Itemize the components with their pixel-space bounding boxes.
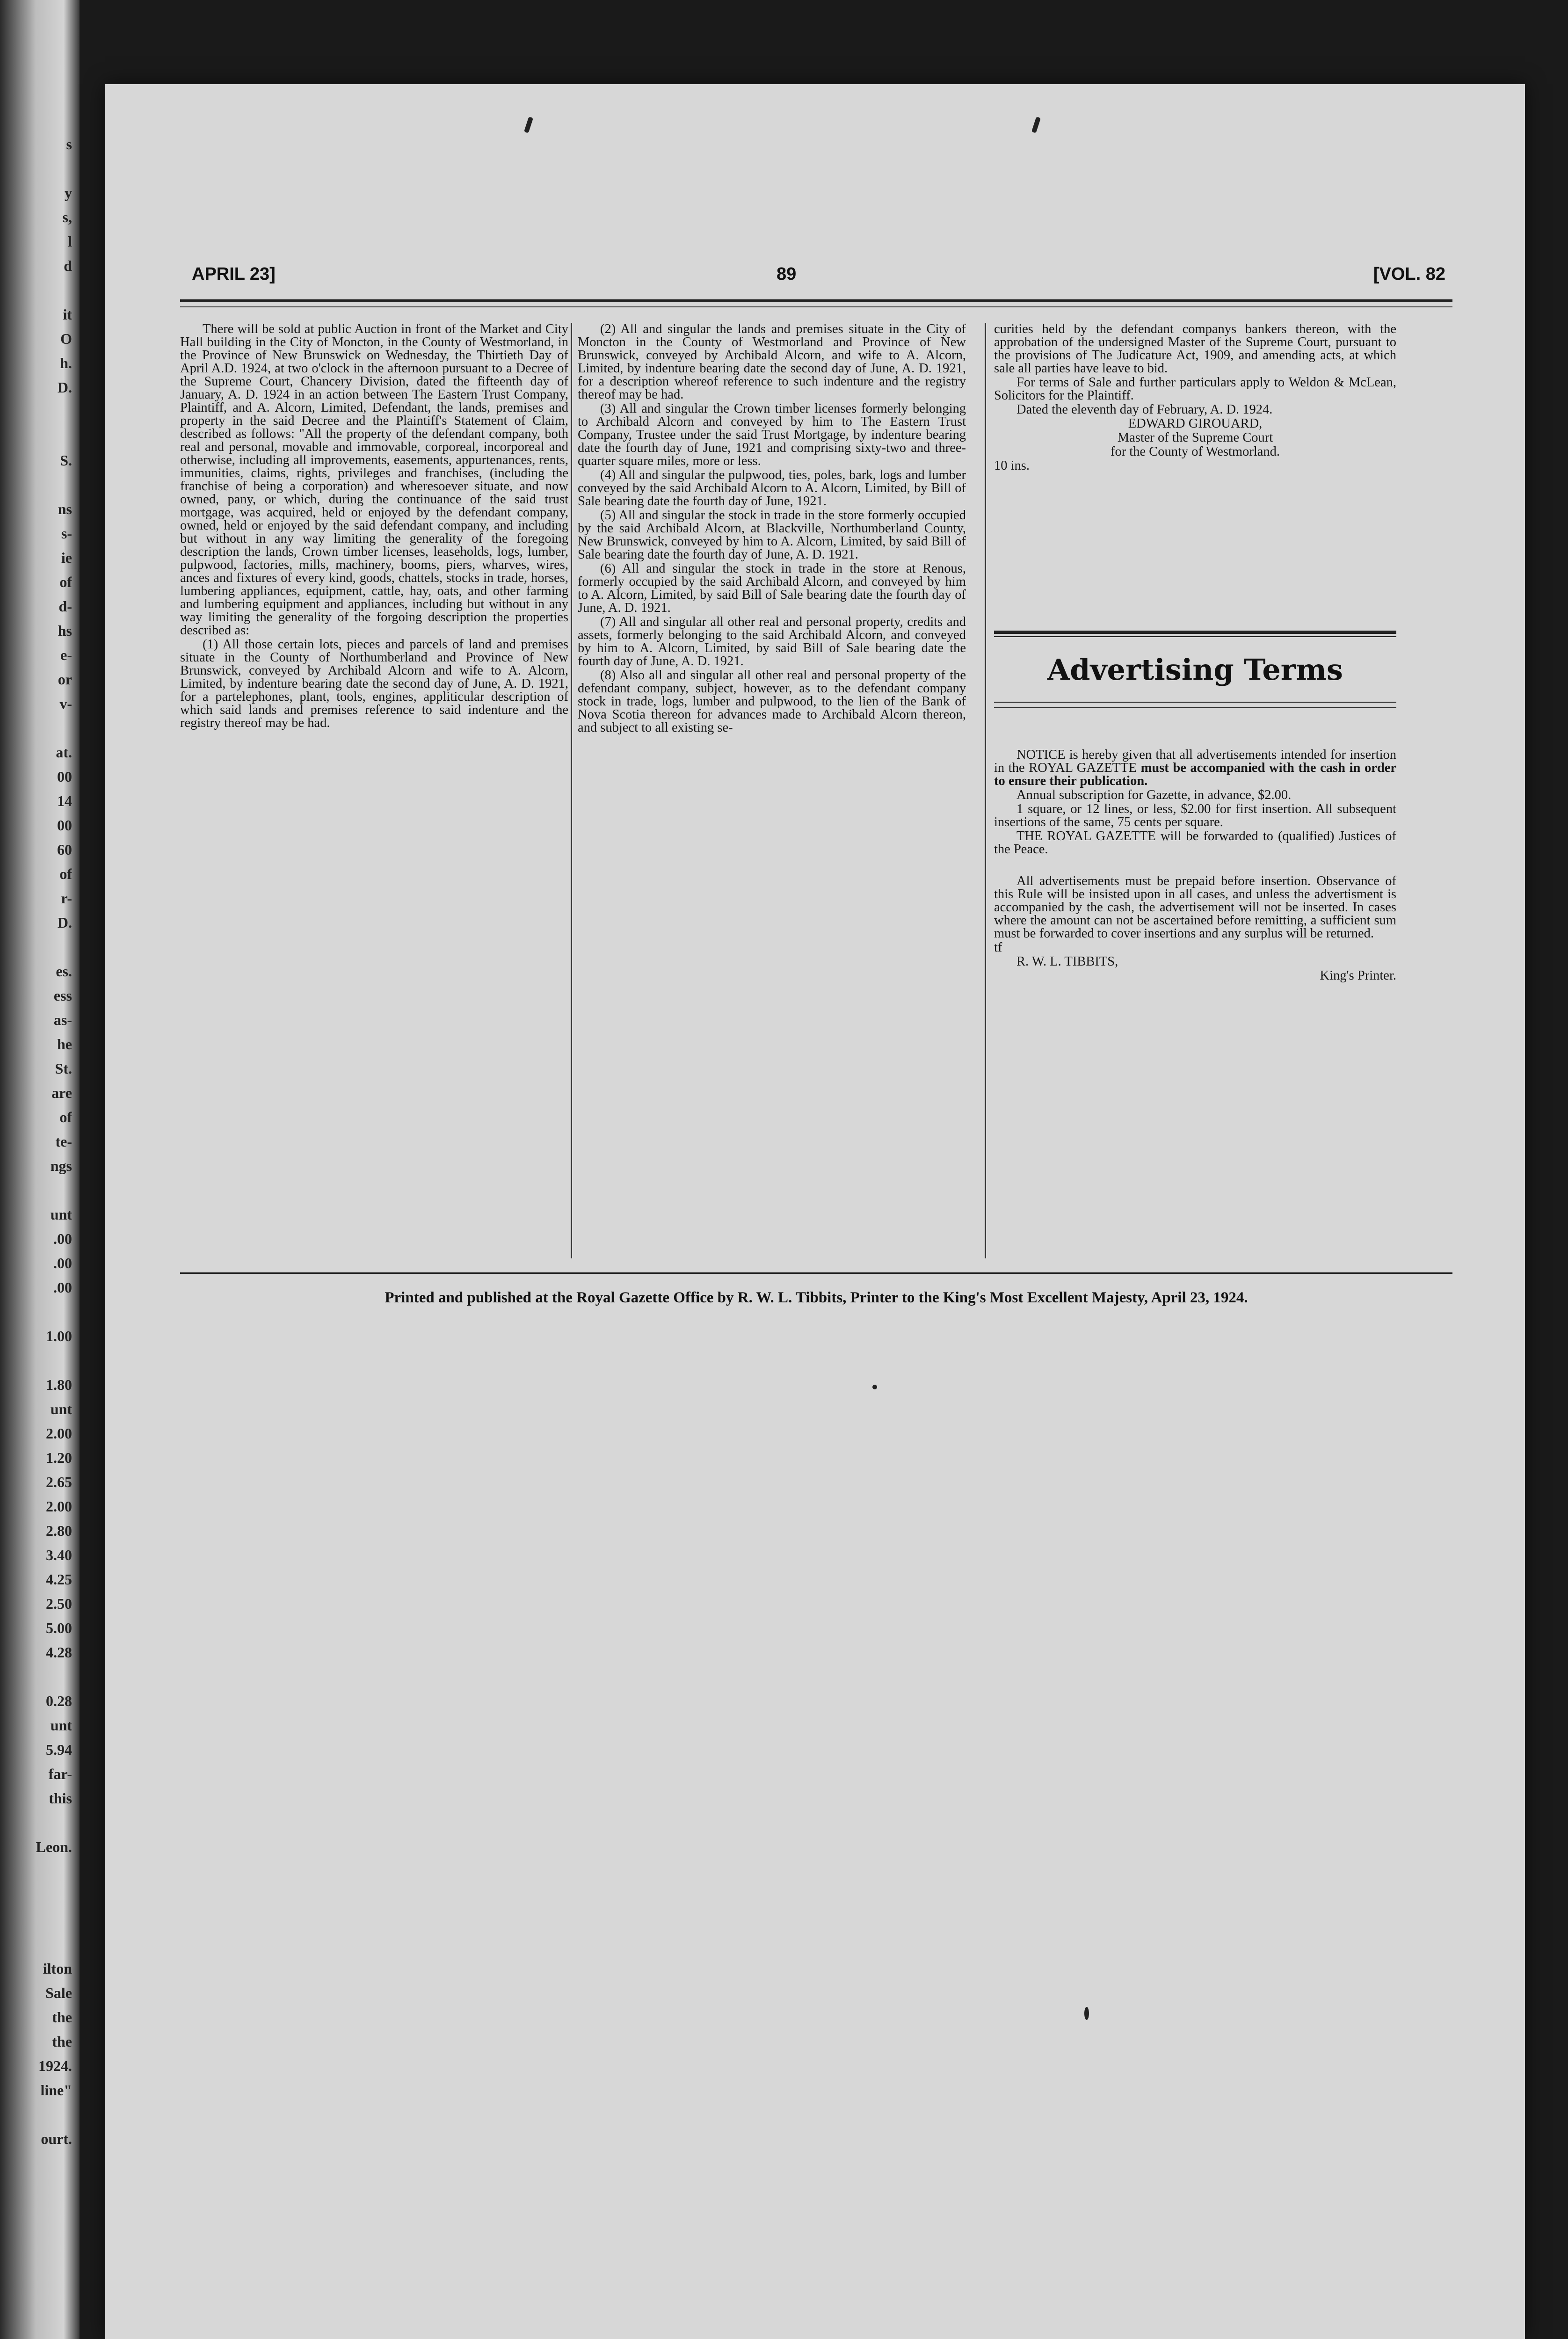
adjacent-page-text-scraps: s y s, l d it O h. D. S. ns s- ie of d- hs e- or v- at. 00 14 00 60 of r- D. es. ess as- he St. are of te- ngs unt .00 .00 .00 1.00 1.80 unt 2.00 1.20 2.65 2.00 2.80 3.40 4.25 2.50 5.00 4.28 0.28 unt 5.94 far- this Leon. ilton Sale the the 1924. line" ourt. (36, 136, 72, 2147)
advertising-notice (994, 748, 1396, 788)
ink-mark (1031, 116, 1041, 133)
insertion-count: 10 ins. (994, 458, 1030, 473)
printer-name: R. W. L. TIBBITS, (1016, 954, 1118, 969)
ink-speck (1084, 2007, 1089, 2020)
page-header (192, 264, 1445, 292)
auction-continuation: curities held by the defendant companys bankers thereon, with the approbation of the undersigned Master of the Supreme Court, pursuant to the provisions of The Judicature Act, 1909, and amending acts, at which sale all parties have leave to bid. (994, 322, 1396, 376)
insertion-rate: 1 square, or 12 lines, or less, $2.00 for first insertion. All subsequent insertions of the same, 75 cents per square. (994, 802, 1396, 829)
auction-item-4: (4) All and singular the pulpwood, ties, poles, bark, logs and lumber conveyed by the said Archibald Alcorn to A. Alcorn, Limited, by Bill of Sale bearing date the fourth day of June, 1921. (578, 468, 966, 508)
auction-item-1: (1) All those certain lots, pieces and parcels of land and premises situate in the County of Northumberland and Province of New Brunswick, conveyed by Archibald Alcorn and wife to A. Alcorn, Limited, by indenture bearing date the second day of June, A. D. 1921, for a partelephones, plant, tools, engines, appliticular description of which said lands and premises reference to said indenture and the registry thereof may be had. (180, 637, 568, 730)
advertising-title-rule (994, 702, 1396, 703)
signer-county: for the County of Westmorland. (1110, 444, 1280, 459)
column-auction-conclusion (994, 323, 1396, 472)
till-forbid-mark: tf (994, 940, 1002, 955)
column-divider (985, 323, 986, 1258)
auction-item-7: (7) All and singular all other real and personal property, credits and assets, formerly belonging to the said Archibald Alcorn, and conveyed by him to A. Alcorn, Limited, by said Bill of Sale bearing date the fourth day of June, A. D. 1921. (578, 615, 966, 668)
auction-item-5: (5) All and singular the stock in trade in the store formerly occupied by the said Archibald Alcorn, at Blackville, Northumberland County, New Brunswick, conveyed by him to A. Alcorn, Limited, by said Bill of Sale bearing date the fourth day of June, A. D. 1921. (578, 508, 966, 562)
advertising-top-rule (994, 631, 1396, 634)
header-rule-thin (180, 306, 1452, 307)
auction-intro: There will be sold at public Auction in front of the Market and City Hall building in the City of Moncton, in the County of Westmorland, in the Province of New Brunswick on Wednesday, the Thirtieth Day of April A.D. 1924, at two o'clock in the afternoon pursuant to a Decree of the Supreme Court, Chancery Division, dated the fifteenth day of January, A. D. 1924 in an action between The Eastern Trust Company, Plaintiff, and A. Alcorn, Limited, Defendant, the lands, premises and property in the said Decree and the Plaintiff's Statement of Claim, described as follows: "All the property of the defendant company, both real and personal, movable and immovable, corporeal, incorporeal and otherwise, including all improvements, easements, appurtenances, rents, immunities, claims, rights, privileges and franchises, (including the franchise of being a corporation) and wheresoever situate, and now owned, pany, or which, during the continuance of the said trust mortgage, was acquired, held or enjoyed by the defendant company, owned, held or enjoyed by the said defendant company, and including but without in any way limiting the generality of the foregoing description the lands, Crown timber licenses, leaseholds, logs, lumber, pulpwood, factories, mills, machinery, booms, piers, wharves, wires, ances and fixtures of every kind, goods, chattels, stocks in trade, horses, lumbering appliances, equipment, cattle, hay, oats, and other farming and lumbering equipment and appliances, including but without in any way limiting the generality of the forgoing description the properties described as: (180, 322, 568, 638)
column-divider (571, 323, 572, 1258)
notice-bold-text: must be accompanied with the cash in order to ensure their publication. (994, 761, 1396, 788)
advertising-top-rule-thin (994, 636, 1396, 637)
signer-name: EDWARD GIROUARD, (1128, 416, 1263, 431)
auction-terms: For terms of Sale and further particulars apply to Weldon & McLean, Solicitors for the Plaintiff. (994, 375, 1396, 403)
ink-mark (524, 116, 533, 133)
advertising-title-rule-thin (994, 707, 1396, 708)
auction-dated: Dated the eleventh day of February, A. D. 1924. (1016, 402, 1273, 417)
header-date: APRIL 23] (192, 264, 276, 284)
printer-title: King's Printer. (1320, 968, 1396, 983)
header-volume: [VOL. 82 (1373, 264, 1445, 284)
notice-text: NOTICE is hereby given that all advertisements intended for insertion in the ROYAL GAZETTE (994, 748, 1396, 775)
footer-rule (180, 1272, 1452, 1274)
auction-item-8: (8) Also all and singular all other real and personal property of the defendant company, subject, however, as to the defendant company stock in trade, logs, lumber and pulpwood, to the lien of the Bank of Nova Scotia thereon for advances made to Archibald Alcorn thereon, and subject to all existing se- (578, 668, 966, 735)
auction-item-2: (2) All and singular the lands and premises situate in the City of Moncton in the County of Westmorland and Province of New Brunswick, conveyed by Archibald Alcorn, and wife to A. Alcorn, Limited, by indenture bearing date the second day of June, A. D. 1921, for a description whereof reference to such indenture and the registry thereof may be had. (578, 322, 966, 402)
adjacent-page-edge (0, 0, 80, 2339)
column-auction-notice (180, 323, 568, 730)
gazette-page (105, 84, 1525, 2339)
advertising-terms-body (994, 748, 1396, 982)
advertising-terms-title: Advertising Terms (1047, 653, 1343, 687)
header-rule (180, 299, 1452, 302)
auction-item-3: (3) All and singular the Crown timber licenses formerly belonging to Archibald Alcorn and conveyed by him to The Eastern Trust Company, Trustee under the said Trust Mortgage, by indenture bearing date the fourth day of June, 1921 and comprising sixty-two and three-quarter square miles, more or less. (578, 401, 966, 468)
ink-speck (872, 1385, 877, 1389)
imprint-footer: Printed and published at the Royal Gazette Office by R. W. L. Tibbits, Printer to the King's Most Excellent Majesty, April 23, 1924. (385, 1289, 1248, 1306)
page-number: 89 (777, 264, 797, 284)
prepaid-rule: All advertisements must be prepaid before insertion. Observance of this Rule will be insisted upon in all cases, and unless the advertisment is accompanied by the cash, the advertisement will not be inserted. In cases where the amount can not be ascertained before remitting, a sufficient sum must be forwarded to cover insertions and any surplus will be returned. (994, 874, 1396, 941)
auction-item-6: (6) All and singular the stock in trade in the store at Renous, formerly occupied by the said Archibald Alcorn, and conveyed by him to A. Alcorn, Limited, by said Bill of Sale bearing date the fourth day of June, A. D. 1921. (578, 561, 966, 615)
signer-title: Master of the Supreme Court (1117, 430, 1273, 445)
subscription-rate: Annual subscription for Gazette, in advance, $2.00. (1016, 788, 1292, 802)
column-auction-items (578, 323, 966, 734)
justices-note: THE ROYAL GAZETTE will be forwarded to (qualified) Justices of the Peace. (994, 829, 1396, 857)
